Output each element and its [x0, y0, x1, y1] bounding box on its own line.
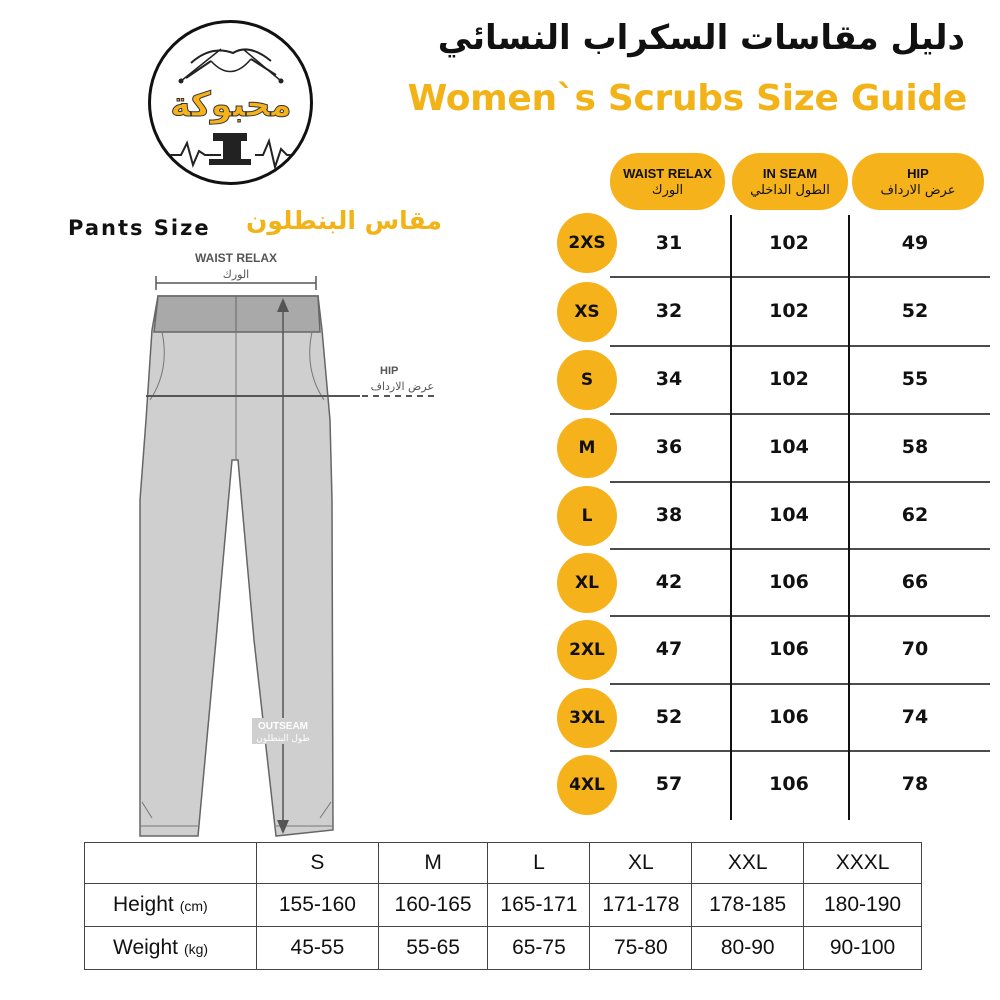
height-value: 180-190 [804, 884, 922, 927]
hip-value: 49 [901, 232, 929, 254]
hip-label: HIP [380, 365, 399, 377]
weight-row-label [85, 927, 257, 970]
size-badge: L [557, 486, 617, 546]
header-waist-relax-ar: الورك [651, 182, 684, 198]
waist-value: 31 [655, 232, 683, 254]
title-arabic: دليل مقاسات السكراب النسائي [437, 18, 965, 58]
waist-value: 32 [655, 300, 683, 322]
waist-value: 34 [655, 368, 683, 390]
header-waist-relax-en: WAIST RELAX [623, 165, 712, 181]
waist-value: 47 [655, 638, 683, 660]
inseam-value: 102 [769, 232, 809, 254]
size-badge: XS [557, 282, 617, 342]
column-header: L [488, 843, 590, 884]
table-row [85, 884, 922, 927]
height-value: 171-178 [590, 884, 692, 927]
hip-value: 52 [901, 300, 929, 322]
waist-value: 38 [655, 504, 683, 526]
pants-size-label-arabic: مقاس البنطلون [246, 206, 442, 235]
waist-value: 42 [655, 571, 683, 593]
waist-value: 57 [655, 773, 683, 795]
outseam-label: OUTSEAM [258, 721, 308, 732]
weight-value: 45-55 [257, 927, 379, 970]
hip-value: 70 [901, 638, 929, 660]
height-value: 160-165 [378, 884, 488, 927]
inseam-value: 102 [769, 368, 809, 390]
column-header: XXL [692, 843, 804, 884]
size-badge: 2XL [557, 620, 617, 680]
hip-value: 58 [901, 436, 929, 458]
hip-value: 66 [901, 571, 929, 593]
column-header: XXXL [804, 843, 922, 884]
size-badge: M [557, 418, 617, 478]
hip-value: 78 [901, 773, 929, 795]
waist-label-arabic: الورك [222, 268, 250, 281]
column-header: M [378, 843, 488, 884]
waist-value: 52 [655, 706, 683, 728]
inseam-value: 106 [769, 571, 809, 593]
size-badge: S [557, 350, 617, 410]
header-waist-relax [610, 153, 725, 210]
height-value: 155-160 [257, 884, 379, 927]
inseam-value: 106 [769, 638, 809, 660]
weight-value: 90-100 [804, 927, 922, 970]
weight-value: 65-75 [488, 927, 590, 970]
logo-text: محبوكة [170, 85, 292, 125]
waist-value: 36 [655, 436, 683, 458]
height-value: 165-171 [488, 884, 590, 927]
weight-label: Weight [113, 936, 178, 959]
header-hip-en: HIP [907, 165, 929, 181]
outseam-label-arabic: طول البنطلون [256, 734, 310, 744]
weight-unit: (kg) [183, 941, 209, 957]
size-badge: 2XS [557, 213, 617, 273]
pants-diagram [0, 240, 450, 845]
height-unit: (cm) [179, 898, 208, 914]
header-in-seam-ar: الطول الداخلي [750, 182, 830, 198]
height-label: Height [113, 893, 174, 916]
waist-label: WAIST RELAX [194, 251, 278, 265]
column-header: S [257, 843, 379, 884]
title-english: Women`s Scrubs Size Guide [407, 78, 967, 119]
column-header: XL [590, 843, 692, 884]
header-hip [852, 153, 984, 210]
body-measurement-table [84, 842, 922, 970]
inseam-value: 106 [769, 706, 809, 728]
waistband [154, 296, 320, 332]
header-in-seam-en: IN SEAM [762, 165, 818, 181]
pants-size-label: Pants Size [68, 216, 211, 240]
size-badge: 3XL [557, 688, 617, 748]
inseam-value: 104 [769, 504, 809, 526]
header-hip-ar: عرض الارداف [880, 182, 956, 198]
inseam-value: 106 [769, 773, 809, 795]
hip-label-arabic: عرض الارداف [370, 380, 434, 393]
weight-value: 80-90 [692, 927, 804, 970]
inseam-value: 104 [769, 436, 809, 458]
table-row [85, 927, 922, 970]
hip-value: 62 [901, 504, 929, 526]
hip-value: 55 [901, 368, 929, 390]
inseam-value: 102 [769, 300, 809, 322]
weight-value: 55-65 [378, 927, 488, 970]
header-in-seam [732, 153, 848, 210]
brand-logo [148, 20, 313, 185]
height-row-label [85, 884, 257, 927]
table-header-row [85, 843, 922, 884]
weight-value: 75-80 [590, 927, 692, 970]
height-value: 178-185 [692, 884, 804, 927]
size-badge: XL [557, 553, 617, 613]
hip-value: 74 [901, 706, 929, 728]
size-badge: 4XL [557, 755, 617, 815]
table-corner-cell [85, 843, 257, 884]
